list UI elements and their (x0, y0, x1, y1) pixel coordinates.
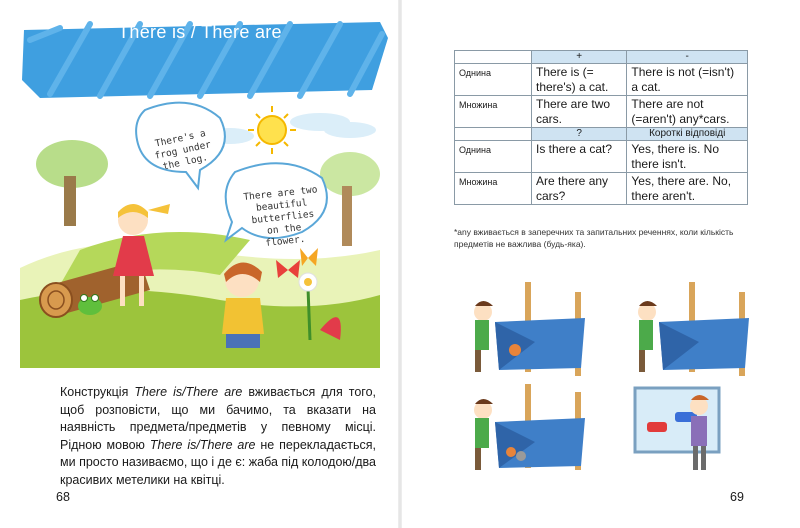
page-number-left: 68 (56, 490, 70, 504)
sun-icon (248, 106, 296, 154)
table-row (455, 96, 748, 128)
singular-question-cell: Is there a cat? (532, 141, 627, 173)
header-positive: + (532, 51, 627, 64)
table-row (455, 173, 748, 205)
row-label-singular: Однина (455, 64, 532, 96)
book-gutter (398, 0, 402, 528)
body-text-part: Конструкція (60, 385, 135, 399)
page-title: There is / There are (118, 22, 282, 42)
boy-character (222, 262, 264, 348)
speech-bubble-frog-text: There's a frog under the log. (153, 128, 213, 173)
frog-icon (78, 295, 102, 316)
body-term: There is/There are (149, 437, 256, 452)
explanation-paragraph (60, 384, 376, 489)
body-text-part: вживається для того, щоб розповісти, що ми бачимо, та вказати на наявність предмета/предметів у певному місці. Рідною мовою (60, 385, 376, 452)
row-label-plural: Множина (455, 96, 532, 128)
plural-positive-cell: There are two cars. (532, 96, 627, 128)
bed-scene-3 (474, 384, 585, 470)
bed-cat-illustrations (455, 272, 765, 472)
plural-negative-cell: There are not (=aren't) any*cars. (627, 96, 748, 128)
singular-negative-cell: There is not (=isn't) a cat. (627, 64, 748, 96)
header-question: ? (532, 128, 627, 141)
footnote: *any вживається в заперечних та запитальних реченнях, коли кількість предметів не важлива (будь-яка). (454, 227, 734, 249)
car-icon (647, 422, 667, 432)
table-row (455, 141, 748, 173)
header-short-answers: Короткі відповіді (627, 128, 748, 141)
singular-positive-cell: There is (= there's) a cat. (532, 64, 627, 96)
row-label-singular: Однина (455, 141, 532, 173)
body-term: There is/There are (134, 385, 243, 399)
bed-scene-1 (474, 282, 585, 376)
plural-answer-cell: Yes, there are. No, there aren't. (627, 173, 748, 205)
speech-bubble-butterflies-text: There are two beautiful butterflies on the flower. (242, 184, 318, 249)
plural-question-cell: Are there any cars? (532, 173, 627, 205)
table-corner (455, 51, 532, 64)
table-corner-2 (455, 128, 532, 141)
singular-answer-cell: Yes, there is. No there isn't. (627, 141, 748, 173)
grammar-table (454, 50, 748, 205)
page-number-right: 69 (730, 490, 744, 504)
body-text-part: не перекладається, ми просто називаємо, що і де є: жаба під колодою/два красивих метелики на квітці. (60, 437, 376, 487)
row-label-plural: Множина (455, 173, 532, 205)
window-cars-scene (635, 388, 719, 470)
header-negative: - (627, 51, 748, 64)
bed-scene-2 (638, 282, 749, 376)
table-row (455, 64, 748, 96)
